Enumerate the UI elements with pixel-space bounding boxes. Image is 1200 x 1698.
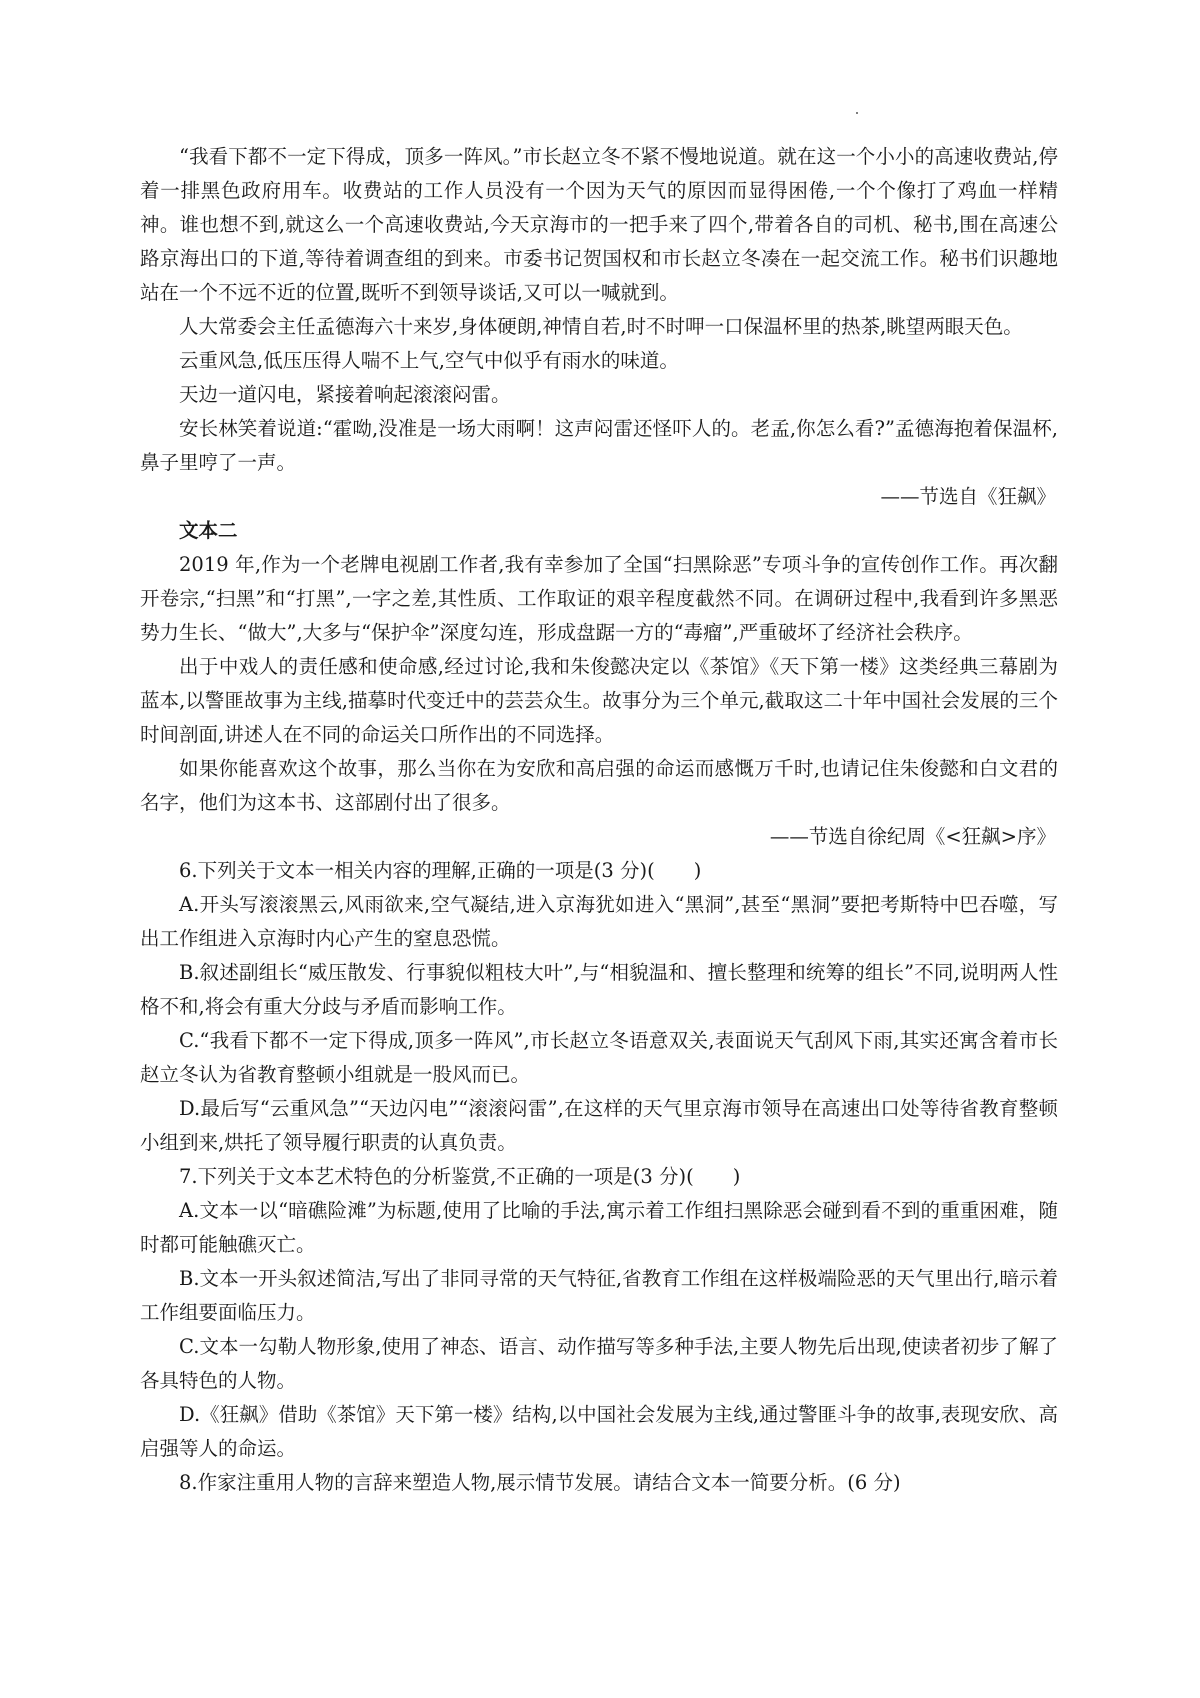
question-6 (140, 854, 1058, 1160)
question-option: B.叙述副组长“威压散发、行事貌似粗枝大叶”,与“相貌温和、擅长整理和统筹的组长”不同,说明两人性格不和,将会有重大分歧与矛盾而影响工作。 (140, 961, 1058, 1018)
question-7 (140, 1160, 1058, 1466)
text1-paragraph: 云重风急,低压压得人喘不上气,空气中似乎有雨水的味道。 (179, 349, 679, 372)
text-one (140, 140, 1058, 514)
question-8 (140, 1466, 1058, 1500)
question-option: A.开头写滚滚黑云,风雨欲来,空气凝结,进入京海犹如进入“黑洞”,甚至“黑洞”要把考斯特中巴吞噬，写出工作组进入京海时内心产生的窒息恐慌。 (140, 893, 1058, 950)
text2-source: ——节选自徐纪周《<狂飙>序》 (769, 825, 1056, 848)
question-stem: 7.下列关于文本艺术特色的分析鉴赏,不正确的一项是(3 分)( ) (179, 1165, 741, 1188)
text2-paragraph: 出于中戏人的责任感和使命感,经过讨论,我和朱俊懿决定以《茶馆》《天下第一楼》这类经典三幕剧为蓝本,以警匪故事为主线,描摹时代变迁中的芸芸众生。故事分为三个单元,截取这二十年中国社会发展的三个时间剖面,讲述人在不同的命运关口所作出的不同选择。 (140, 655, 1058, 746)
question-stem: 6.下列关于文本一相关内容的理解,正确的一项是(3 分)( ) (179, 859, 702, 882)
question-option: A.文本一以“暗礁险滩”为标题,使用了比喻的手法,寓示着工作组扫黑除恶会碰到看不到的重重困难，随时都可能触礁灭亡。 (140, 1199, 1058, 1256)
text2-heading: 文本二 (179, 519, 238, 542)
question-option: B.文本一开头叙述简洁,写出了非同寻常的天气特征,省教育工作组在这样极端险恶的天气里出行,暗示着工作组要面临压力。 (140, 1267, 1058, 1324)
text1-paragraph: 人大常委会主任孟德海六十来岁,身体硬朗,神情自若,时不时呷一口保温杯里的热茶,眺望两眼天色。 (179, 315, 1023, 338)
question-option: D.最后写“云重风急”“天边闪电”“滚滚闷雷”,在这样的天气里京海市领导在高速出口处等待省教育整顿小组到来,烘托了领导履行职责的认真负责。 (140, 1097, 1058, 1154)
text1-paragraph: “我看下都不一定下得成，顶多一阵风。”市长赵立冬不紧不慢地说道。就在这一个小小的高速收费站,停着一排黑色政府用车。收费站的工作人员没有一个因为天气的原因而显得困倦,一个个像打了鸡血一样精神。谁也想不到,就这么一个高速收费站,今天京海市的一把手来了四个,带着各自的司机、秘书,围在高速公路京海出口的下道,等待着调查组的到来。市委书记贺国权和市长赵立冬凑在一起交流工作。秘书们识趣地站在一个不远不近的位置,既听不到领导谈话,又可以一喊就到。 (140, 145, 1058, 304)
text-two (140, 514, 1058, 854)
text2-paragraph: 如果你能喜欢这个故事，那么当你在为安欣和高启强的命运而感慨万千时,也请记住朱俊懿和白文君的名字，他们为这本书、这部剧付出了很多。 (140, 757, 1058, 814)
text1-paragraph: 安长林笑着说道:“霍呦,没准是一场大雨啊！这声闷雷还怪吓人的。老孟,你怎么看?”孟德海抱着保温杯,鼻子里哼了一声。 (140, 417, 1058, 474)
text1-paragraph: 天边一道闪电，紧接着响起滚滚闷雷。 (179, 383, 511, 406)
question-option: C.“我看下都不一定下得成,顶多一阵风”,市长赵立冬语意双关,表面说天气刮风下雨,其实还寓含着市长赵立冬认为省教育整顿小组就是一股风而已。 (140, 1029, 1058, 1086)
question-option: C.文本一勾勒人物形象,使用了神态、语言、动作描写等多种手法,主要人物先后出现,使读者初步了解了各具特色的人物。 (140, 1335, 1058, 1392)
page-content (140, 140, 1058, 1500)
text2-paragraph: 2019 年,作为一个老牌电视剧工作者,我有幸参加了全国“扫黑除恶”专项斗争的宣传创作工作。再次翻开卷宗,“扫黑”和“打黑”,一字之差,其性质、工作取证的艰辛程度截然不同。在调研过程中,我看到许多黑恶势力生长、“做大”,大多与“保护伞”深度勾连，形成盘踞一方的“毒瘤”,严重破坏了经济社会秩序。 (140, 553, 1058, 644)
question-stem: 8.作家注重用人物的言辞来塑造人物,展示情节发展。请结合文本一简要分析。(6 分) (179, 1471, 901, 1494)
scan-dot (856, 112, 858, 114)
text1-source: ——节选自《狂飙》 (880, 485, 1056, 508)
question-option: D.《狂飙》借助《茶馆》天下第一楼》结构,以中国社会发展为主线,通过警匪斗争的故事,表现安欣、高启强等人的命运。 (140, 1403, 1058, 1460)
